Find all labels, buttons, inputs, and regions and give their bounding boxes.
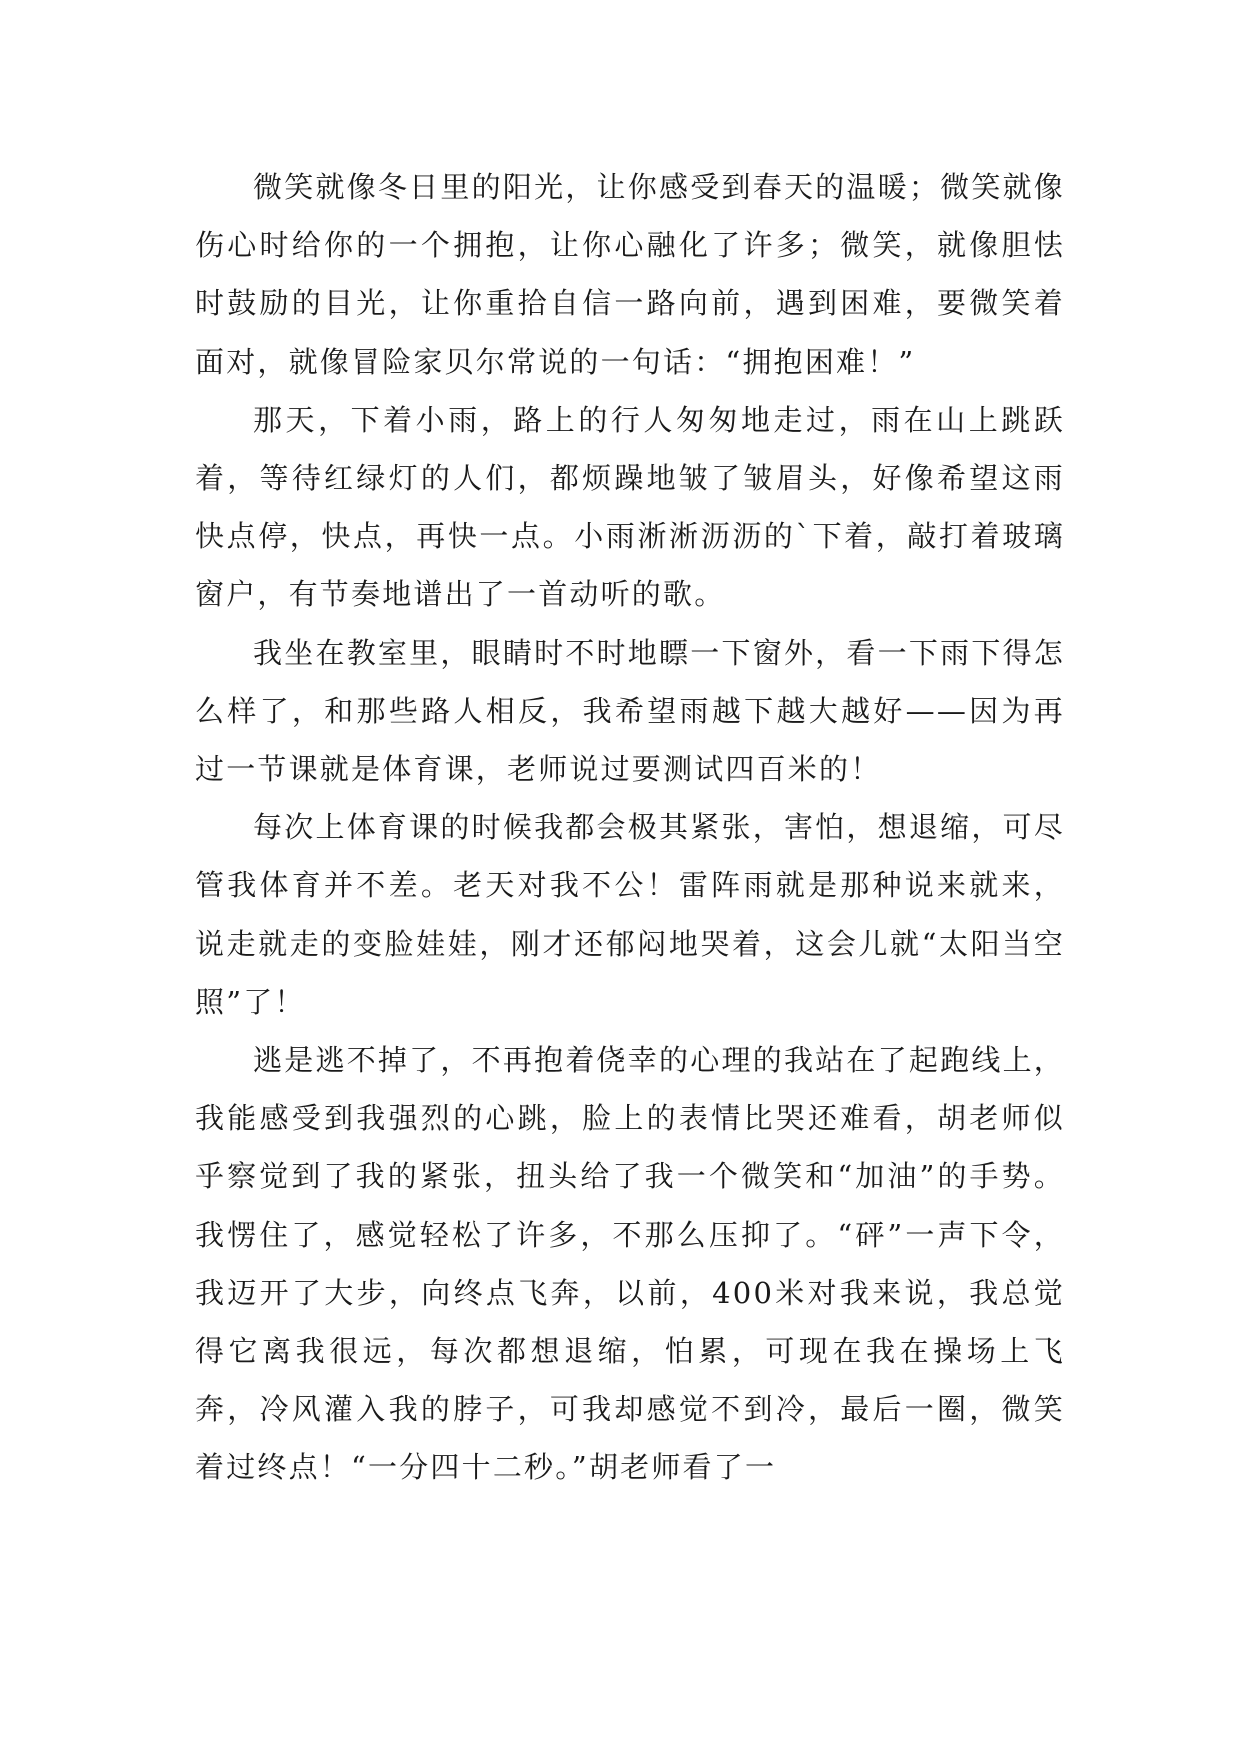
paragraph-5: 逃是逃不掉了，不再抱着侥幸的心理的我站在了起跑线上，我能感受到我强烈的心跳，脸上的表情比哭还难看，胡老师似乎察觉到了我的紧张，扭头给了我一个微笑和“加油”的手势。我愣住了，感觉轻松了许多，不那么压抑了。“砰”一声下令，我迈开了大步，向终点飞奔，以前，400米对我来说，我总觉得它离我很远，每次都想退缩，怕累，可现在我在操场上飞奔，冷风灌入我的脖子，可我却感觉不到冷，最后一圈，微笑着过终点！“一分四十二秒。”胡老师看了一	[195, 1043, 1065, 1485]
paragraph-3: 我坐在教室里，眼睛时不时地瞟一下窗外，看一下雨下得怎么样了，和那些路人相反，我希望雨越下越大越好——因为再过一节课就是体育课，老师说过要测试四百米的！	[195, 635, 1065, 787]
paragraph-1: 微笑就像冬日里的阳光，让你感受到春天的温暖；微笑就像伤心时给你的一个拥抱，让你心融化了许多；微笑，就像胆怯时鼓励的目光，让你重拾自信一路向前，遇到困难，要微笑着面对，就像冒险家贝尔常说的一句话：“拥抱困难！”	[195, 170, 1065, 379]
paragraph-4: 每次上体育课的时候我都会极其紧张，害怕，想退缩，可尽管我体育并不差。老天对我不公！雷阵雨就是那种说来就来，说走就走的变脸娃娃，刚才还郁闷地哭着，这会儿就“太阳当空照”了！	[195, 810, 1065, 1019]
paragraph-2: 那天，下着小雨，路上的行人匆匆地走过，雨在山上跳跃着，等待红绿灯的人们，都烦躁地皱了皱眉头，好像希望这雨快点停，快点，再快一点。小雨淅淅沥沥的`下着，敲打着玻璃窗户，有节奏地谱出了一首动听的歌。	[195, 402, 1065, 612]
essay-body	[195, 158, 1065, 1497]
